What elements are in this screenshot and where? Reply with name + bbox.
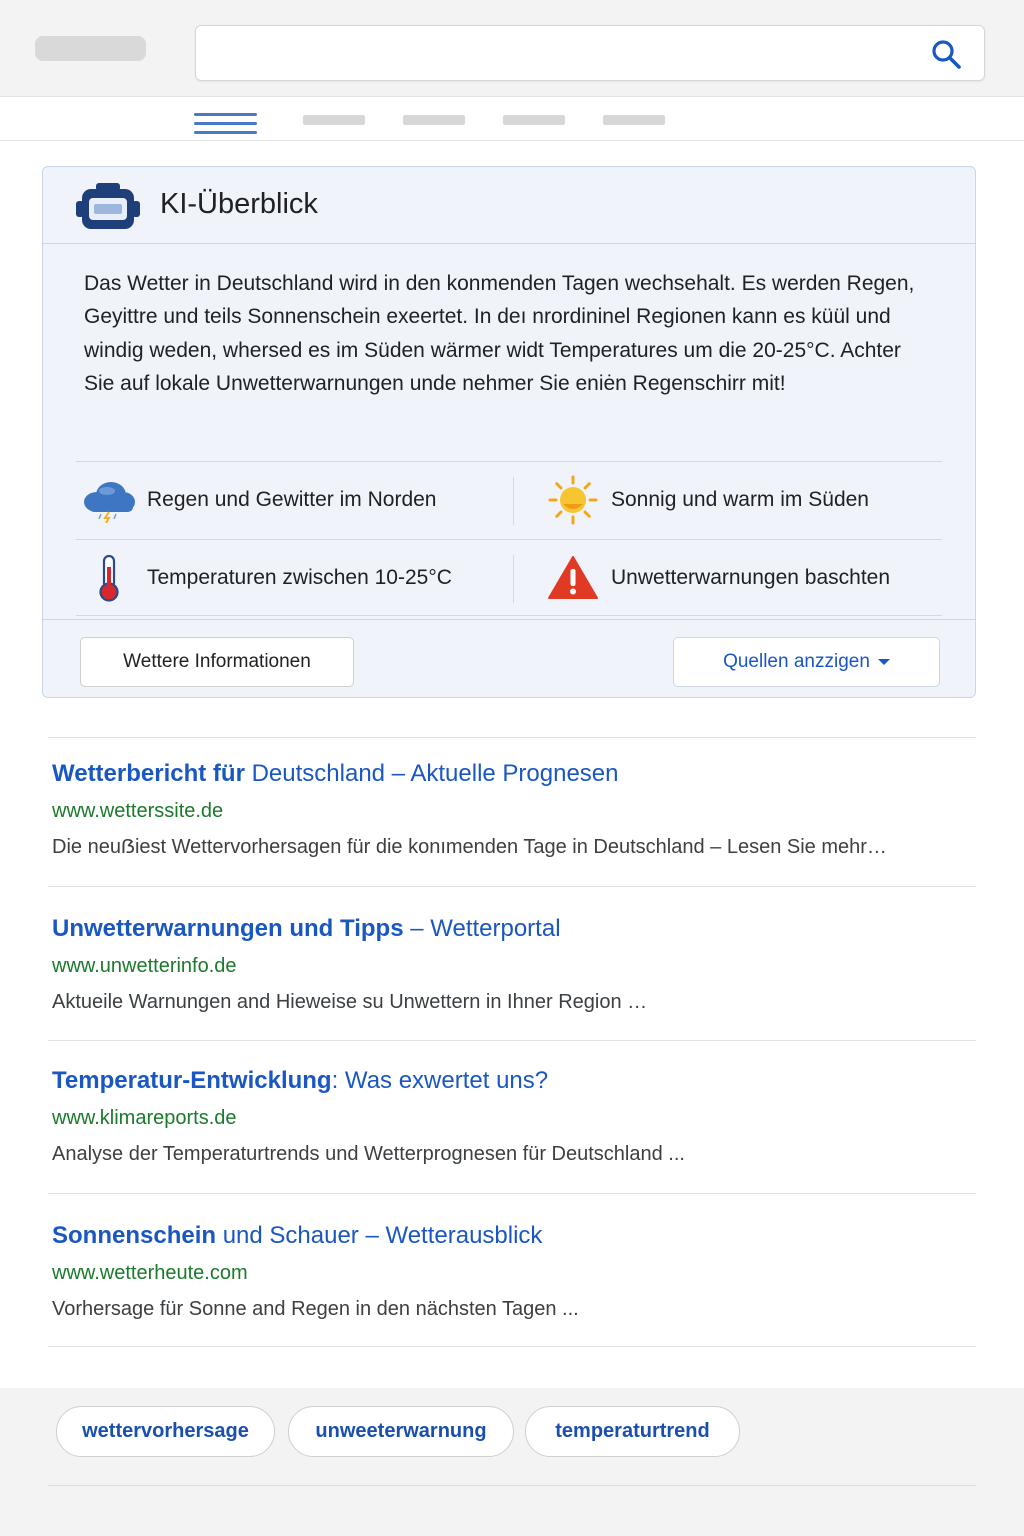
feature-label: Regen und Gewitter im Norden [147, 488, 437, 511]
result-snippet: Die neuẞiest Wettervorhersagen für die konımenden Tage in Deutschland – Lesen Sie mehr… [52, 836, 887, 858]
feature-label: Sonnig und warm im Süden [611, 488, 869, 511]
show-sources-label: Quellen anzzigen [723, 651, 870, 672]
show-sources-button[interactable] [673, 637, 940, 687]
logo[interactable] [35, 36, 146, 61]
ai-overview-text: Das Wetter in Deutschland wird in den konmenden Tagen wechsehalt. Es werden Regen, Geyittre und teils Sonnenschein exeertet. In deı nrordininel Regionen kann es küül und windig weden, whersed es im Süden wärmer widt Temperatures um die 20-25°C. Achter Sie auf lokale Unwetterwarnungen unde nehmer Sie eniėn Regenschirr mit! [84, 272, 915, 395]
related-chip[interactable]: unweeterwarnung [288, 1406, 514, 1457]
divider [76, 615, 942, 616]
search-result [52, 760, 972, 859]
warning-icon [547, 555, 599, 601]
ai-overview-card [42, 166, 976, 698]
search-icon[interactable] [930, 38, 962, 70]
result-title-link[interactable] [52, 760, 972, 788]
result-url[interactable]: www.unwetterinfo.de [52, 955, 237, 977]
divider [48, 1193, 976, 1194]
divider [48, 1485, 976, 1486]
result-url[interactable]: www.wetterssite.de [52, 800, 224, 822]
search-input[interactable] [212, 36, 912, 70]
tab-bar [0, 97, 1024, 141]
result-title-link[interactable] [52, 915, 972, 943]
ai-overview-title: KI-Überblick [160, 188, 318, 220]
feature-sun [543, 469, 869, 531]
result-snippet: Vorhersage für Sonne and Regen in den nächsten Tagen ... [52, 1298, 579, 1320]
result-snippet: Aktueile Warnungen and Hieweise su Unwettern in Ihner Region … [52, 991, 648, 1013]
tab-placeholder[interactable] [403, 115, 465, 125]
feature-temperature [79, 547, 452, 609]
rain-cloud-icon [81, 477, 137, 523]
result-title-rest: – Wetterportal [403, 915, 561, 942]
result-title-bold: Wetterbericht für [52, 760, 245, 787]
search-result [52, 1067, 972, 1166]
divider [48, 886, 976, 887]
divider [48, 737, 976, 738]
result-title-rest: : Was exwertet uns? [331, 1067, 549, 1094]
related-chip[interactable]: temperaturtrend [525, 1406, 740, 1457]
feature-label: Temperaturen zwischen 10-25°C [147, 566, 452, 589]
result-title-bold: Sonnenschein [52, 1222, 217, 1249]
robot-icon [74, 181, 142, 233]
tab-active[interactable] [194, 113, 257, 135]
result-title-bold: Unwetterwarnungen und Tipps [52, 915, 404, 942]
search-box[interactable] [195, 25, 985, 81]
result-title-rest: Deutschland – Aktuelle Prognesen [244, 760, 619, 787]
result-snippet: Analyse der Temperaturtrends und Wetterprognesen für Deutschland ... [52, 1143, 685, 1165]
divider [513, 477, 514, 525]
divider [76, 461, 942, 462]
result-url[interactable]: www.klimareports.de [52, 1107, 237, 1129]
search-result [52, 915, 972, 1014]
ai-overview-header [43, 167, 975, 244]
search-result [52, 1222, 972, 1321]
more-info-button[interactable]: Wettere Informationen [80, 637, 354, 687]
chevron-down-icon [878, 659, 890, 665]
divider [48, 1040, 976, 1041]
result-title-link[interactable] [52, 1222, 972, 1250]
result-title-rest: und Schauer – Wetterausblick [216, 1222, 543, 1249]
feature-warning [543, 547, 890, 609]
result-title-link[interactable] [52, 1067, 972, 1095]
tab-placeholder[interactable] [603, 115, 665, 125]
feature-rain [79, 469, 436, 531]
result-url[interactable]: www.wetterheute.com [52, 1262, 248, 1284]
header [0, 0, 1024, 97]
thermometer-icon [94, 553, 124, 603]
related-searches [0, 1388, 1024, 1536]
divider [76, 539, 942, 540]
result-title-bold: Temperatur-Entwicklung [52, 1067, 332, 1094]
sun-icon [547, 474, 599, 526]
tab-placeholder[interactable] [503, 115, 565, 125]
tab-placeholder[interactable] [303, 115, 365, 125]
divider [48, 1346, 976, 1347]
feature-label: Unwetterwarnungen baschten [611, 566, 891, 589]
divider [513, 555, 514, 603]
ai-overview-footer [43, 619, 975, 698]
related-chip[interactable]: wettervorhersage [56, 1406, 275, 1457]
